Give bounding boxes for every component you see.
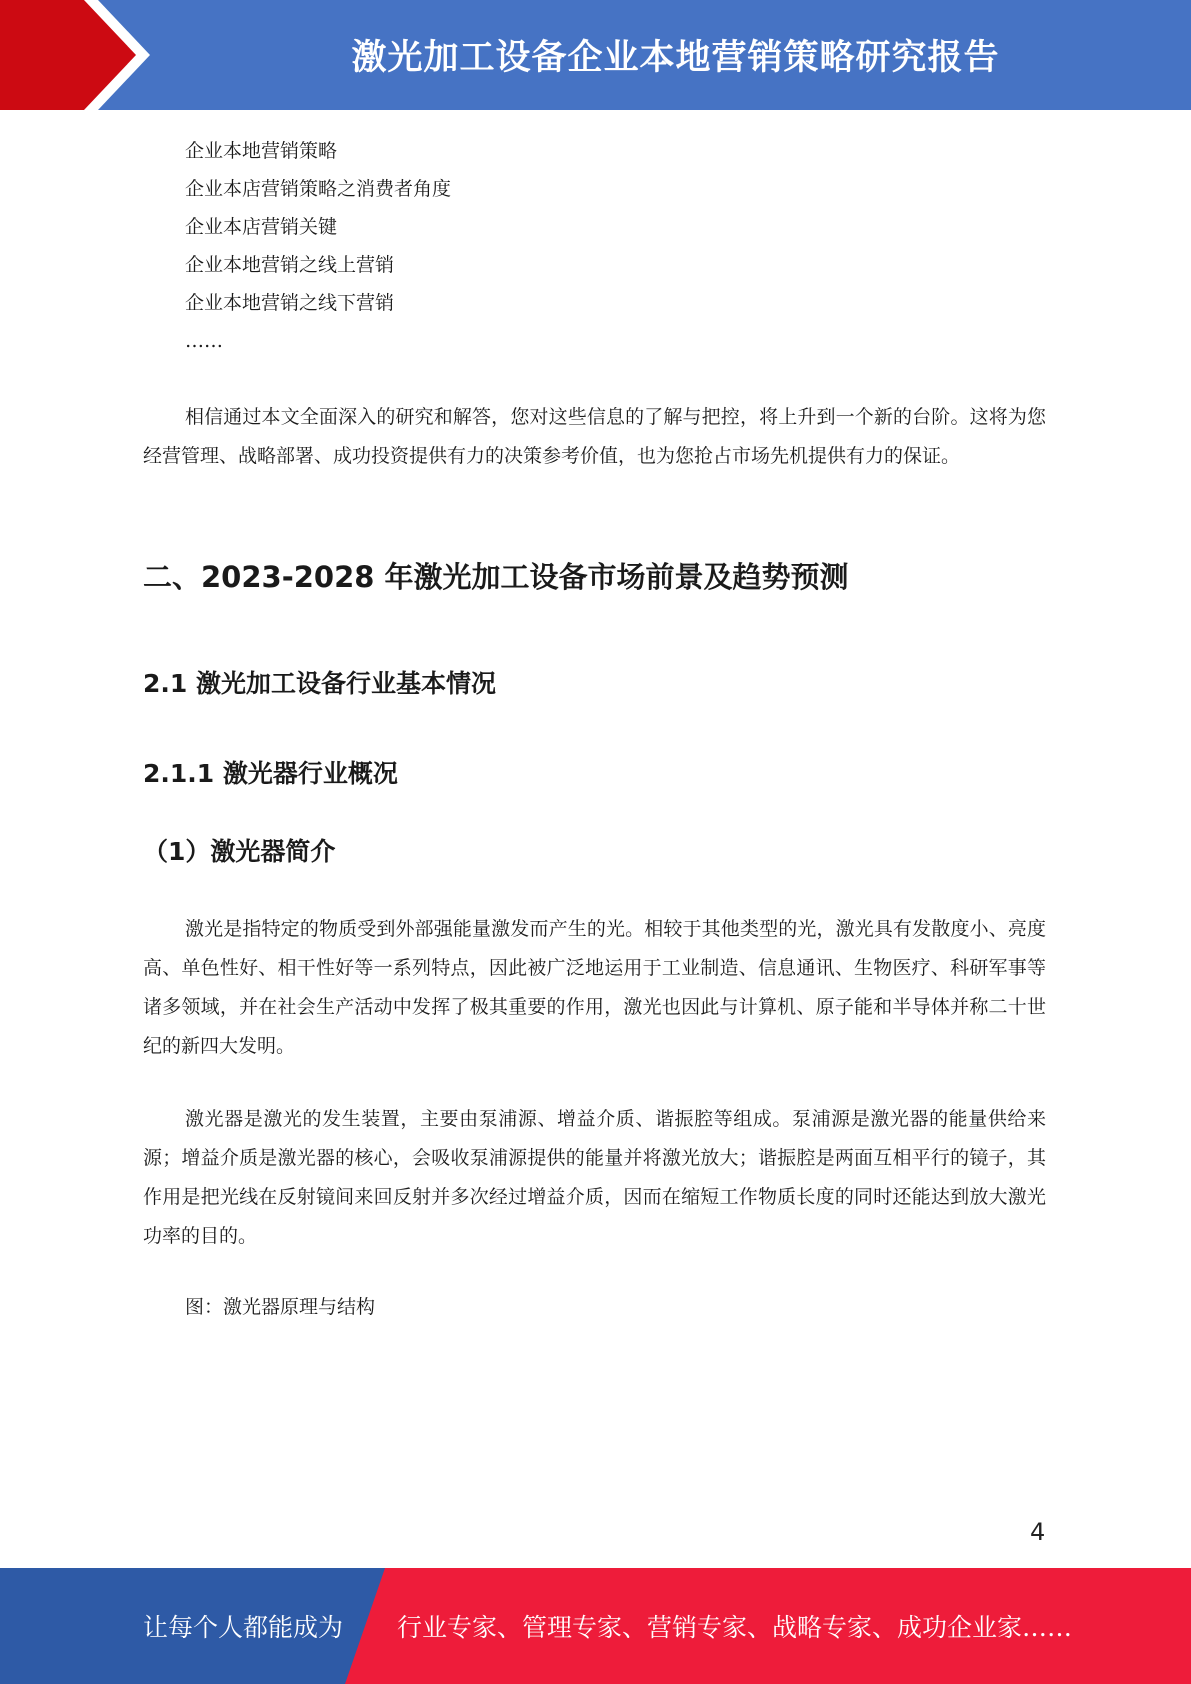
toc-ellipsis: …… xyxy=(185,330,223,352)
subsection-heading: 2.1 激光加工设备行业基本情况 xyxy=(143,669,496,698)
footer-slogan-left: 让每个人都能成为 xyxy=(143,1613,344,1642)
toc-item: 企业本地营销之线下营销 xyxy=(185,292,395,314)
subsection-heading: 2.1.1 激光器行业概况 xyxy=(143,759,398,788)
page-number: 4 xyxy=(1030,1518,1046,1546)
toc-item: 企业本店营销策略之消费者角度 xyxy=(185,178,452,200)
toc-item: 企业本地营销之线上营销 xyxy=(185,254,395,276)
report-title: 激光加工设备企业本地营销策略研究报告 xyxy=(351,38,1000,78)
toc-list xyxy=(143,132,1046,360)
toc-item: 企业本店营销关键 xyxy=(185,216,338,238)
footer-slogan-right: 行业专家、管理专家、营销专家、战略专家、成功企业家…… xyxy=(397,1613,1073,1642)
subsection-heading: （1）激光器简介 xyxy=(143,837,336,866)
header-banner xyxy=(0,0,1191,110)
toc-item: 企业本地营销策略 xyxy=(185,140,338,162)
intro-paragraph: 相信通过本文全面深入的研究和解答，您对这些信息的了解与把控，将上升到一个新的台阶。这将为您经营管理、战略部署、成功投资提供有力的决策参考价值，也为您抢占市场先机提供有力的保证。 xyxy=(143,406,1046,467)
body-paragraph: 激光器是激光的发生装置，主要由泵浦源、增益介质、谐振腔等组成。泵浦源是激光器的能量供给来源；增益介质是激光器的核心，会吸收泵浦源提供的能量并将激光放大；谐振腔是两面互相平行的镜子，其作用是把光线在反射镜间来回反射并多次经过增益介质，因而在缩短工作物质长度的同时还能达到放大激光功率的目的。 xyxy=(143,1108,1046,1247)
section-heading: 二、2023-2028 年激光加工设备市场前景及趋势预测 xyxy=(143,560,849,594)
body-paragraph: 激光是指特定的物质受到外部强能量激发而产生的光。相较于其他类型的光，激光具有发散度小、亮度高、单色性好、相干性好等一系列特点，因此被广泛地运用于工业制造、信息通讯、生物医疗、科研军事等诸多领域，并在社会生产活动中发挥了极其重要的作用，激光也因此与计算机、原子能和半导体并称二十世纪的新四大发明。 xyxy=(143,918,1046,1057)
figure-caption: 图：激光器原理与结构 xyxy=(185,1296,376,1318)
footer-banner xyxy=(0,1568,1191,1684)
